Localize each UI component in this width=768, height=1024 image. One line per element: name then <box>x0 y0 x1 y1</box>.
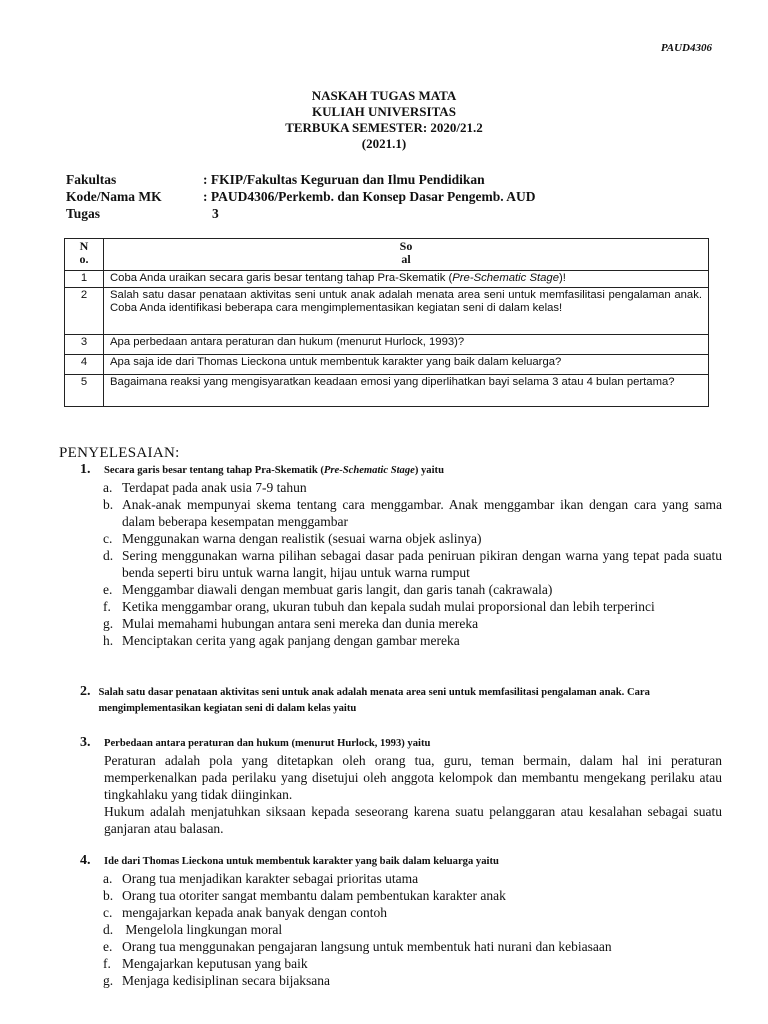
item-text: Anak-anak mempunyai skema tentang cara menggambar. Anak menggambar ikan dengan cara yang sama dalam beberapa kesempatan menggambar <box>122 497 722 529</box>
item-text: Orang tua menggunakan pengajaran langsung untuk membentuk hati nurani dan kebiasaan <box>122 939 612 954</box>
item-text: Sering menggunakan warna pilihan sebagai dasar pada peniruan pikiran dengan warna yang tepat pada suatu benda seperti biru untuk warna langit, hijau untuk warna rumput <box>122 548 722 580</box>
answer-section-3 <box>80 735 722 837</box>
section-number: 2. <box>80 684 91 699</box>
meta-value: : PAUD4306/Perkemb. dan Konsep Dasar Pengemb. AUD <box>203 189 536 204</box>
table-row <box>65 355 709 375</box>
item-text: Menciptakan cerita yang agak panjang dengan gambar mereka <box>122 633 460 648</box>
item-text: Orang tua otoriter sangat membantu dalam pembentukan karakter anak <box>122 888 506 903</box>
meta-label: Tugas <box>66 206 101 221</box>
answer-paragraph: Peraturan adalah pola yang ditetapkan oleh orang tua, guru, teman bermain, dalam hal ini peraturan memperkenalkan pada perilaku yang disetujui oleh anggota kelompok dan membantu mengekang perilaku atau tingkahlaku yang tidak diinginkan. <box>104 753 722 802</box>
heading-part: Secara garis besar tentang tahap Pra-Skematik ( <box>104 465 324 476</box>
header-text: al <box>401 252 411 266</box>
list-item <box>103 921 722 938</box>
item-letter: a. <box>103 480 113 495</box>
section-heading-text: Perbedaan antara peraturan dan hukum (menurut Hurlock, 1993) yaitu <box>104 738 431 749</box>
item-letter: d. <box>103 922 114 937</box>
list-item <box>103 632 722 649</box>
answer-list <box>80 479 722 649</box>
item-letter: f. <box>103 599 111 614</box>
item-text: Mengajarkan keputusan yang baik <box>122 956 308 971</box>
table-header-row <box>65 239 709 271</box>
meta-label: Fakultas <box>66 172 117 187</box>
list-item <box>103 581 722 598</box>
item-text: Menggunakan warna dengan realistik (sesuai warna objek aslinya) <box>122 531 482 546</box>
list-item <box>103 955 722 972</box>
section-heading <box>80 853 722 870</box>
list-item <box>103 870 722 887</box>
section-heading <box>80 735 722 752</box>
answer-list <box>80 870 722 989</box>
item-letter: h. <box>103 633 114 648</box>
solution-heading: PENYELESAIAN: <box>59 445 180 461</box>
table-row <box>65 271 709 288</box>
question-text: Apa perbedaan antara peraturan dan hukum (menurut Hurlock, 1993)? <box>104 335 709 355</box>
list-item <box>103 887 722 904</box>
item-letter: d. <box>103 548 114 563</box>
list-item <box>103 938 722 955</box>
section-heading-text: Ide dari Thomas Lieckona untuk membentuk karakter yang baik dalam keluarga yaitu <box>104 856 499 867</box>
item-letter: e. <box>103 939 113 954</box>
answer-paragraph: Hukum adalah menjatuhkan siksaan kepada seseorang karena suatu pelanggaran atau kesalahan sebagai suatu ganjaran atau balasan. <box>104 804 722 836</box>
document-title <box>0 88 768 152</box>
item-letter: g. <box>103 973 114 988</box>
item-text: Ketika menggambar orang, ukuran tubuh dan kepala sudah mulai proporsional dan lebih terperinci <box>122 599 655 614</box>
header-text: N <box>79 239 89 253</box>
list-item <box>103 479 722 496</box>
list-item <box>103 972 722 989</box>
heading-italic: Pre-Schematic Stage <box>323 465 415 476</box>
question-table <box>64 238 709 407</box>
column-header-soal <box>104 239 709 271</box>
title-line: NASKAH TUGAS MATA <box>311 88 457 103</box>
question-number: 2 <box>65 288 104 335</box>
item-text: Menggambar diawali dengan membuat garis langit, dan garis tanah (cakrawala) <box>122 582 553 597</box>
question-number: 3 <box>65 335 104 355</box>
header-text: o. <box>79 252 89 266</box>
list-item <box>103 496 722 530</box>
item-letter: f. <box>103 956 111 971</box>
course-code: PAUD4306 <box>660 42 712 54</box>
question-text-part: )! <box>559 272 566 284</box>
item-letter: b. <box>103 888 114 903</box>
item-letter: a. <box>103 871 113 886</box>
item-text: mengajarkan kepada anak banyak dengan contoh <box>122 905 388 920</box>
list-item <box>103 530 722 547</box>
section-number: 4. <box>80 853 91 868</box>
section-heading <box>80 462 722 479</box>
section-heading <box>80 684 722 717</box>
answer-section-2 <box>80 684 722 717</box>
item-letter: c. <box>103 531 113 546</box>
item-letter: c. <box>103 905 113 920</box>
title-line: (2021.1) <box>361 136 407 151</box>
question-text-part: Coba Anda uraikan secara garis besar tentang tahap Pra-Skematik ( <box>110 272 453 284</box>
meta-value: 3 <box>212 206 219 221</box>
answer-section-4 <box>80 853 722 989</box>
item-text: Mengelola lingkungan moral <box>122 922 283 937</box>
list-item <box>103 904 722 921</box>
question-text: Apa saja ide dari Thomas Lieckona untuk membentuk karakter yang baik dalam keluarga? <box>104 355 709 375</box>
item-letter: e. <box>103 582 113 597</box>
item-text: Orang tua menjadikan karakter sebagai prioritas utama <box>122 871 419 886</box>
column-header-no <box>65 239 104 271</box>
list-item <box>103 598 722 615</box>
question-text: Salah satu dasar penataan aktivitas seni untuk anak adalah menata area seni untuk memfasilitasi pengalaman anak. Coba Anda identifikasi beberapa cara mengimplementasikan kegiatan seni di dalam kelas! <box>104 288 709 335</box>
heading-part: ) yaitu <box>414 465 444 476</box>
title-line: TERBUKA SEMESTER: 2020/21.2 <box>285 120 483 135</box>
question-number: 4 <box>65 355 104 375</box>
meta-label: Kode/Nama MK <box>66 189 162 204</box>
section-heading-text <box>104 463 444 479</box>
meta-value: : FKIP/Fakultas Keguruan dan Ilmu Pendidikan <box>203 172 485 187</box>
list-item <box>103 547 722 581</box>
course-meta <box>66 171 536 222</box>
question-text <box>104 271 709 288</box>
title-line: KULIAH UNIVERSITAS <box>312 104 456 119</box>
table-row <box>65 335 709 355</box>
section-number: 1. <box>80 462 91 477</box>
question-text-italic: Pre-Schematic Stage <box>452 272 559 284</box>
section-heading-text: Salah satu dasar penataan aktivitas seni untuk anak adalah menata area seni untuk memfasilitasi pengalaman anak. Cara mengimplementasikan kegiatan seni di dalam kelas yaitu <box>98 687 650 714</box>
answer-section-1 <box>80 462 722 649</box>
item-letter: g. <box>103 616 114 631</box>
item-letter: b. <box>103 497 114 512</box>
item-text: Mulai memahami hubungan antara seni mereka dan dunia mereka <box>122 616 479 631</box>
meta-row-assignment <box>66 205 536 222</box>
list-item <box>103 615 722 632</box>
item-text: Terdapat pada anak usia 7-9 tahun <box>122 480 307 495</box>
meta-row-course <box>66 188 536 205</box>
question-text: Bagaimana reaksi yang mengisyaratkan keadaan emosi yang diperlihatkan bayi selama 3 atau 4 bulan pertama? <box>104 375 709 407</box>
table-row <box>65 288 709 335</box>
item-text: Menjaga kedisiplinan secara bijaksana <box>122 973 331 988</box>
question-number: 5 <box>65 375 104 407</box>
question-number: 1 <box>65 271 104 288</box>
table-row <box>65 375 709 407</box>
section-number: 3. <box>80 735 91 750</box>
meta-row-faculty <box>66 171 536 188</box>
header-text: So <box>399 239 413 253</box>
